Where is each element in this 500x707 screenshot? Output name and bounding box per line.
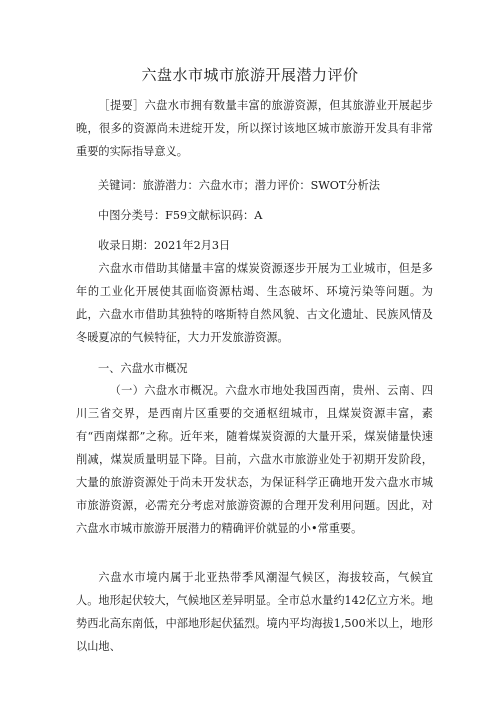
abstract-paragraph: ［提要］六盘水市拥有数量丰富的旅游资源，但其旅游业开展起步晚，很多的资源尚未进绽开发，所以探讨该地区城市旅游开发具有非常重要的实际指导意义。 <box>76 99 433 158</box>
section-paragraph-1: （一）六盘水市概况。六盘水市地处我国西南，贵州、云南、四川三省交界，是西南片区重要的交通枢纽城市，且煤炭资源丰富，素有“西南煤都”之称。近年来，随着煤炭资源的大量开采，煤炭储量快速削减，煤炭质量明显下降。目前，六盘水市旅游业处于初期开发阶段，大量的旅游资源处于尚未开发状态，为保证科学正确地开发六盘水市城市旅游资源，必需充分考虑对旅游资源的合理开发利用问题。因此，对六盘水市城市旅游开展潜力的精确评价就显的小•常重要。 <box>76 384 433 535</box>
received-date-line: 收录日期：2021年2月3日 <box>98 239 231 252</box>
section-paragraph-2: 六盘水市境内属于北亚热带季风潮湿气候区，海拔较高，气候宜人。地形起伏较大，气候地区差异明显。全市总水量约142亿立方米。地势西北高东南低，中部地形起伏猛烈。境内平均海拔1,500米以上，地形以山地、 <box>76 571 433 653</box>
keywords-line: 关键词：旅游潜力：六盘水市；潜力评价：SWOT分析法 <box>98 179 380 192</box>
section-heading: 一、六盘水市概况 <box>98 362 188 375</box>
classification-line: 中图分类号：F59文献标识码：A <box>98 209 263 222</box>
intro-paragraph: 六盘水市借助其储量丰富的煤炭资源逐步开展为工业城市，但是多年的工业化开展使其面临资源枯竭、生态破坏、环境污染等问题。为此，六盘水市借助其独特的喀斯特自然风貌、古文化遗址、民族风情及冬暖夏凉的气候特征，大力开发旅游资源。 <box>76 262 433 344</box>
document-title: 六盘水市城市旅游开展潜力评价 <box>141 66 359 84</box>
